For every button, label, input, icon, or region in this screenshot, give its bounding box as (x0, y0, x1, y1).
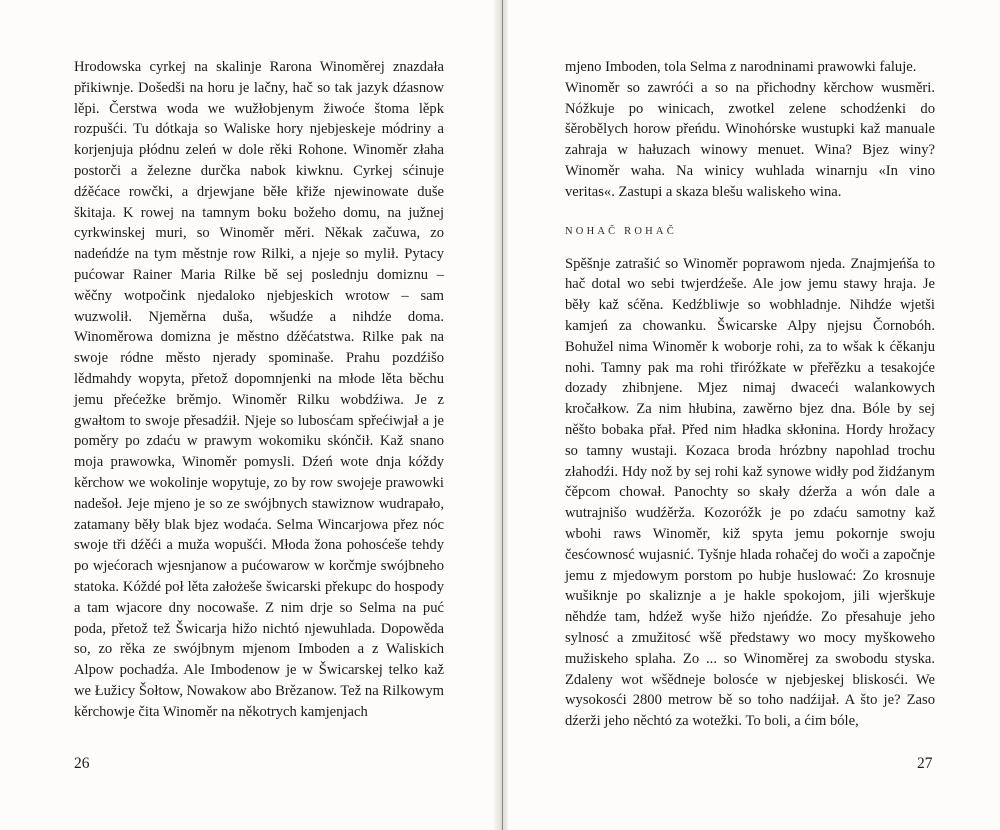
right-page-number: 27 (917, 755, 933, 772)
section-heading: NOHAČ ROHAČ (565, 225, 677, 237)
right-page-paragraph-1: mjeno Imboden, tola Selma z narodninami prawowki faluje. (565, 59, 917, 75)
right-page (565, 57, 935, 732)
right-page-paragraph-3: Spěšnje zatrašić so Winoměr poprawom njeda. Znajmjeńša to hač dotal wo sebi twjerdźeše. Ale jow jemu stawy hraja. Je běły kaž sćěna. Kedźbliwje so wobhladnje. Nihdźe wjetši kamjeń za chowanku. Šwicarske Alpy njejsu Čornobóh. Bohužel nima Winoměr k woborje rohi, za to wšak k ćěkanju nohi. Tamny pak ma rohi třiróžkate w přeřězku a tesakojće dozady zhibnjene. Mjez nimaj dwaceći walankowych kročałkow. Za nim hłubina, zawěrno bjez dna. Bóle by sej něšto bobaka přał. Před nim hładka skłonina. Hordy hrožacy so tamny wustaji. Kozaca broda hrózbny napohlad trochu złahodźi. Hdy nož by sej rohi kaž synowe widły pod židźanym čěpcom chował. Panochty so skały dźerža a wón dale a wutrajnišo wudźěrža. Kozoróžk je po zdaću samotny kaž wbohi raws Winoměr, kiž spyta jemu pokornje swoju česćownosć wujasnić. Tyšnje hlada rohačej do woči a započnje jemu z mjedowym porstom po hubje huslować: Zo krosnuje wušiknje po skaliznje a je hakle spokojom, jili wjerškuje něhdźe tam, hdźež wyše hižo njeńdźe. Zo přesahuje jeho sylnosć a zmužitosć wšě předstawy wo mocy myškoweho mužiskeho splaha. Zo ... so Winoměrej za swobodu styska. Zdaleny wot wšědneje bolosće w njebjeskej bliskosći. We wysokosći 2800 metrow bě so toho nadźijał. A što je? Zaso dźerži jeho něchtó za wotežki. To boli, a ćim bóle, (565, 255, 935, 730)
left-page (74, 57, 444, 723)
book-gutter (494, 0, 508, 830)
left-page-paragraph: Hrodowska cyrkej na skalinje Rarona Winoměrej znazdała přikiwnje. Došedši na horu je lačny, hač so tak jazyk dźasnow lěpi. Čerstwa woda we wužłobjenym žiwoće štoma lěpk rozpušći. Tu dótkaja so Waliske hory njebjeskeje módriny a korjenjuja płódnu zeleń w dole rěki Rohone. Winoměr złaha postorči a železne durčka nabok kiwknu. Cyrkej sćinuje dźěćace rowčki, a drjewjane běłe křiže njewinowate duše škitaja. K rowej na tamnym boku božeho domu, na južnej cyrkwinskej muri, so Winoměr měri. Někak začuwa, zo nadeńdźe na tym městnje row Rilki, a njeje so mylił. Pytacy pućowar Rainer Maria Rilke bě sej poslednju domiznu – wěčny wotpočink njedaloko njebjeskich wrotow – sam wuzwolił. Njeměrna duša, wšudźe a nihdźe doma. Winoměrowa domizna je městno dźěćatstwa. Rilke pak na swoje ródne město njerady spominaše. Prahu pozdźišo lědmahdy wopyta, přetož dopomnjenki na młode lěta běchu jemu přećežke brěmjo. Winoměr Rilku wobdźiwa. Je z gwałtom to swoje přesadźił. Njeje so lubosćam spřećiwjał a je poměry po zdaću w prawym wokomiku skónčił. Kaž snano moja prawowka, Winoměr pomysli. Dźeń wote dnja kóždy kěrchow we wokolinje wopytuje, zo by row swojeje prawowki nadešoł. Jeje mjeno je so ze swójbnych stawiznow wudrapało, zatamany běły blak bjez wodaća. Selma Wincarjowa přez nóc swoje tři dźěći a muža wopušći. Młoda žona pohosćeše tehdy po wjećorach wjesnjanow a pućowarow w korčmje swójbneho statoka. Kóždé poł lěta założeše šwicarski překupc do hospody a tam wjacore dny nocowaše. Z nim drje so Selma na puć poda, přetož tež Šwicarja hižo nichtó njewuhlada. Dopowěda so, zo rěka ze swójbnym mjenom Imboden a z Waliskich Alpow pochadźa. Ale Imbodenow je w Šwicarskej telko kaž we Łužicy Šołtow, Nowakow abo Brězanow. Tež na Rilkowym kěrchowje čita Winoměr na někotrych kamjenjach (74, 59, 444, 720)
left-page-number: 26 (74, 755, 90, 772)
right-page-paragraph-2: Winoměr so zawróći a so na přichodny kěrchow wusměri. Nóžkuje po winicach, zwotkel zelene schodźenki do šěrobělych horow přeńdu. Winohórske wustupki kaž manuale zahraja w hałuzach winowy menuet. Wina? Bjez winy? Winoměr waha. Na winicy wuhlada winarnju «In vino veritas«. Zastupi a skaza blešu waliskeho wina. (565, 79, 935, 200)
gutter-fold-line (502, 0, 503, 830)
